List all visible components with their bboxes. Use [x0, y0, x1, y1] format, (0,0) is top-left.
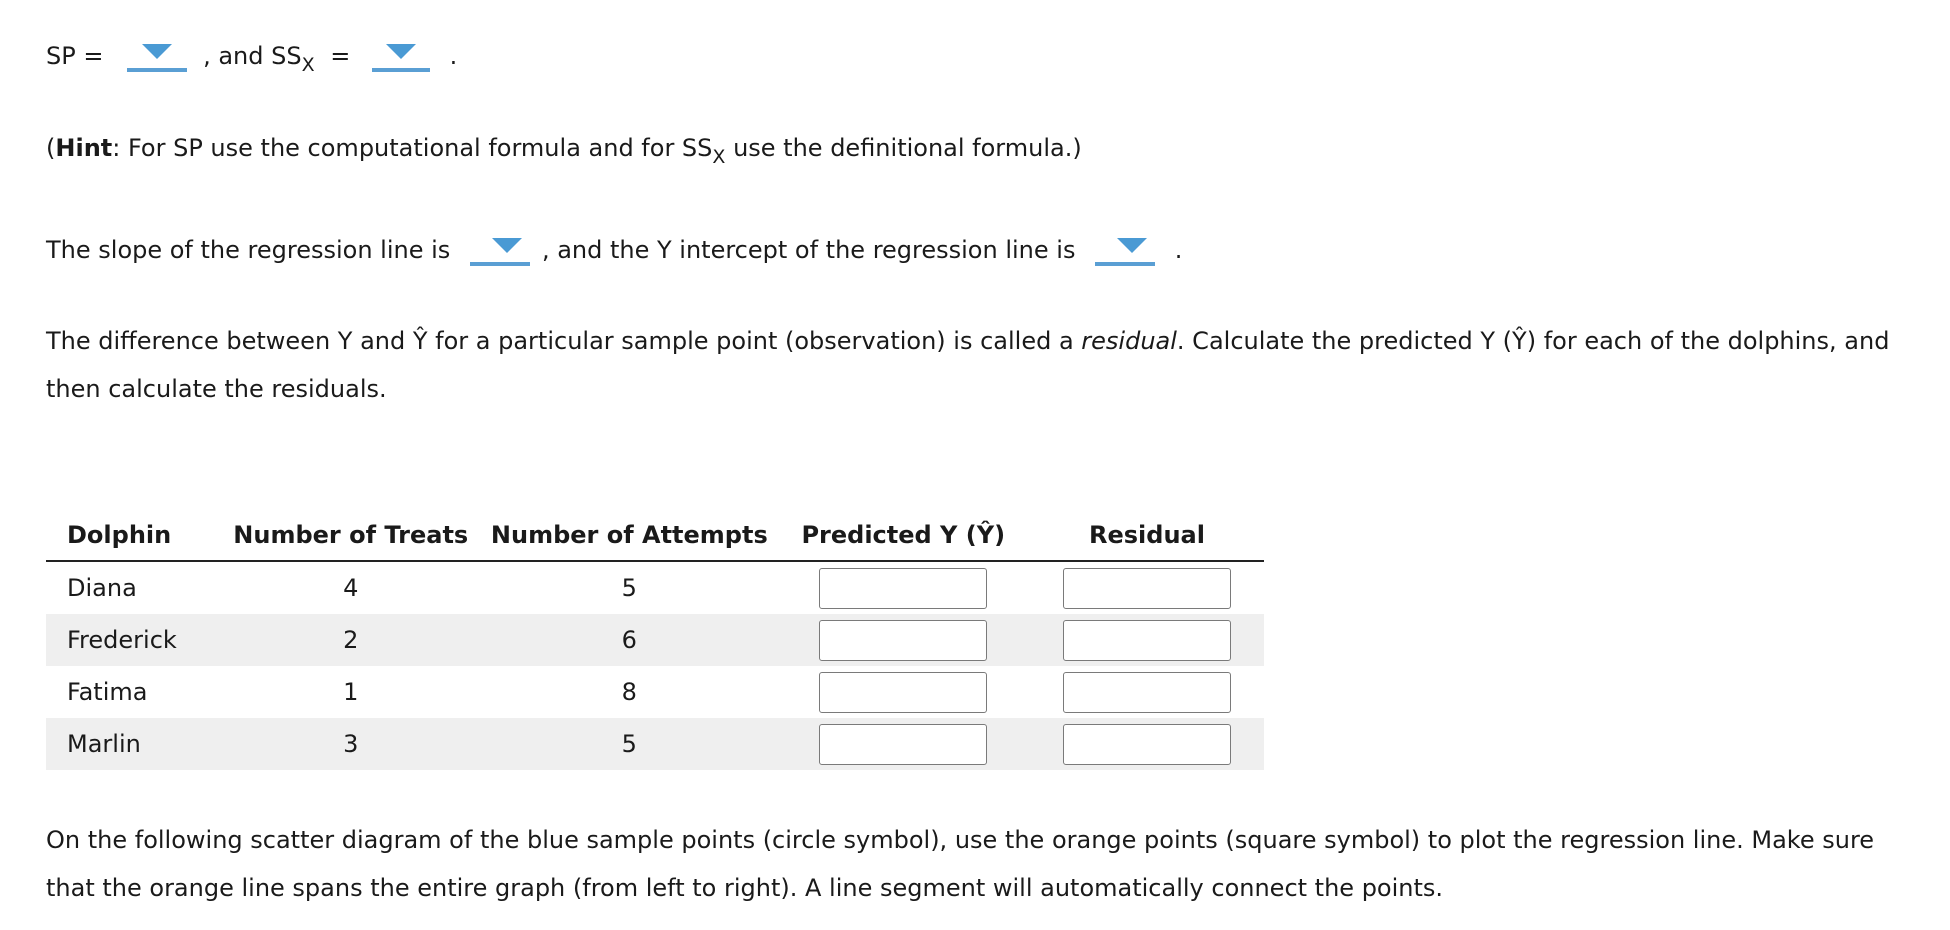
slope-dropdown[interactable] — [470, 230, 530, 266]
dolphin-table — [46, 510, 1264, 770]
intercept-text: , and the Y intercept of the regression line is — [541, 236, 1076, 264]
table-header-row — [46, 510, 1264, 561]
attempts-value: 6 — [482, 614, 776, 666]
header-treats: Number of Treats — [219, 510, 482, 561]
and-text: , and SS — [203, 42, 302, 70]
sp-dropdown[interactable] — [127, 36, 187, 72]
table-row — [46, 561, 1264, 614]
chevron-down-icon — [386, 44, 416, 59]
predicted-cell — [777, 561, 1030, 614]
equals-sign: = — [330, 42, 351, 70]
slope-intercept-line — [46, 230, 1182, 266]
scatter-instructions: On the following scatter diagram of the blue sample points (circle symbol), use the orange points (square symbol) to plot the regression line. Make sure that the orange line spans the entire graph (from left to right). A line segment will automatically connect the points. — [46, 826, 1875, 902]
hint-subscript: X — [712, 146, 726, 168]
residual-input[interactable] — [1063, 672, 1231, 713]
hint-text-b: use the definitional formula.) — [725, 134, 1082, 162]
chevron-down-icon — [492, 238, 522, 253]
chevron-down-icon — [142, 44, 172, 59]
residual-input[interactable] — [1063, 568, 1231, 609]
hint-open-paren: ( — [46, 134, 56, 162]
hint-line — [46, 133, 1082, 168]
residual-cell — [1030, 718, 1264, 770]
dolphin-name: Marlin — [46, 718, 219, 770]
period: . — [1174, 236, 1183, 264]
attempts-value: 5 — [482, 718, 776, 770]
residual-input[interactable] — [1063, 620, 1231, 661]
residual-cell — [1030, 614, 1264, 666]
table-row — [46, 666, 1264, 718]
dolphin-name: Fatima — [67, 678, 148, 706]
dolphin-name: Diana — [67, 574, 137, 602]
dolphin-name: Frederick — [46, 614, 219, 666]
residual-cell — [1030, 561, 1264, 614]
residual-text-a: The difference between Y and Ŷ for a particular sample point (observation) is called a — [46, 327, 1082, 355]
attempts-value: 8 — [621, 678, 637, 706]
hint-text-a: : For SP use the computational formula and for SS — [112, 134, 713, 162]
residual-cell — [1030, 666, 1264, 718]
predicted-input[interactable] — [819, 672, 987, 713]
hint-label: Hint — [55, 134, 113, 162]
table-row — [46, 718, 1264, 770]
predicted-cell — [777, 666, 1030, 718]
chevron-down-icon — [1117, 238, 1147, 253]
residual-input[interactable] — [1063, 724, 1231, 765]
header-dolphin: Dolphin — [46, 510, 219, 561]
predicted-input[interactable] — [819, 620, 987, 661]
treats-value: 1 — [343, 678, 359, 706]
predicted-input[interactable] — [819, 724, 987, 765]
residual-instructions — [46, 317, 1926, 413]
predicted-cell — [777, 718, 1030, 770]
treats-value: 3 — [219, 718, 482, 770]
sp-ssx-line — [46, 36, 458, 76]
attempts-value: 5 — [621, 574, 637, 602]
header-predicted: Predicted Y (Ŷ) — [777, 510, 1030, 561]
residual-text-b: . Calculate the predicted Y (Ŷ) for each of the dolphins, and then calculate the residuals. — [46, 327, 1890, 403]
residual-term: residual — [1081, 327, 1177, 355]
ssx-subscript: X — [301, 54, 315, 76]
treats-value: 2 — [219, 614, 482, 666]
header-attempts: Number of Attempts — [482, 510, 776, 561]
ssx-dropdown[interactable] — [372, 36, 430, 72]
period: . — [449, 42, 458, 70]
intercept-dropdown[interactable] — [1095, 230, 1155, 266]
table-row — [46, 614, 1264, 666]
slope-text: The slope of the regression line is — [46, 236, 451, 264]
sp-label: SP = — [46, 42, 104, 70]
predicted-cell — [777, 614, 1030, 666]
predicted-input[interactable] — [819, 568, 987, 609]
header-residual: Residual — [1030, 510, 1264, 561]
treats-value: 4 — [343, 574, 359, 602]
